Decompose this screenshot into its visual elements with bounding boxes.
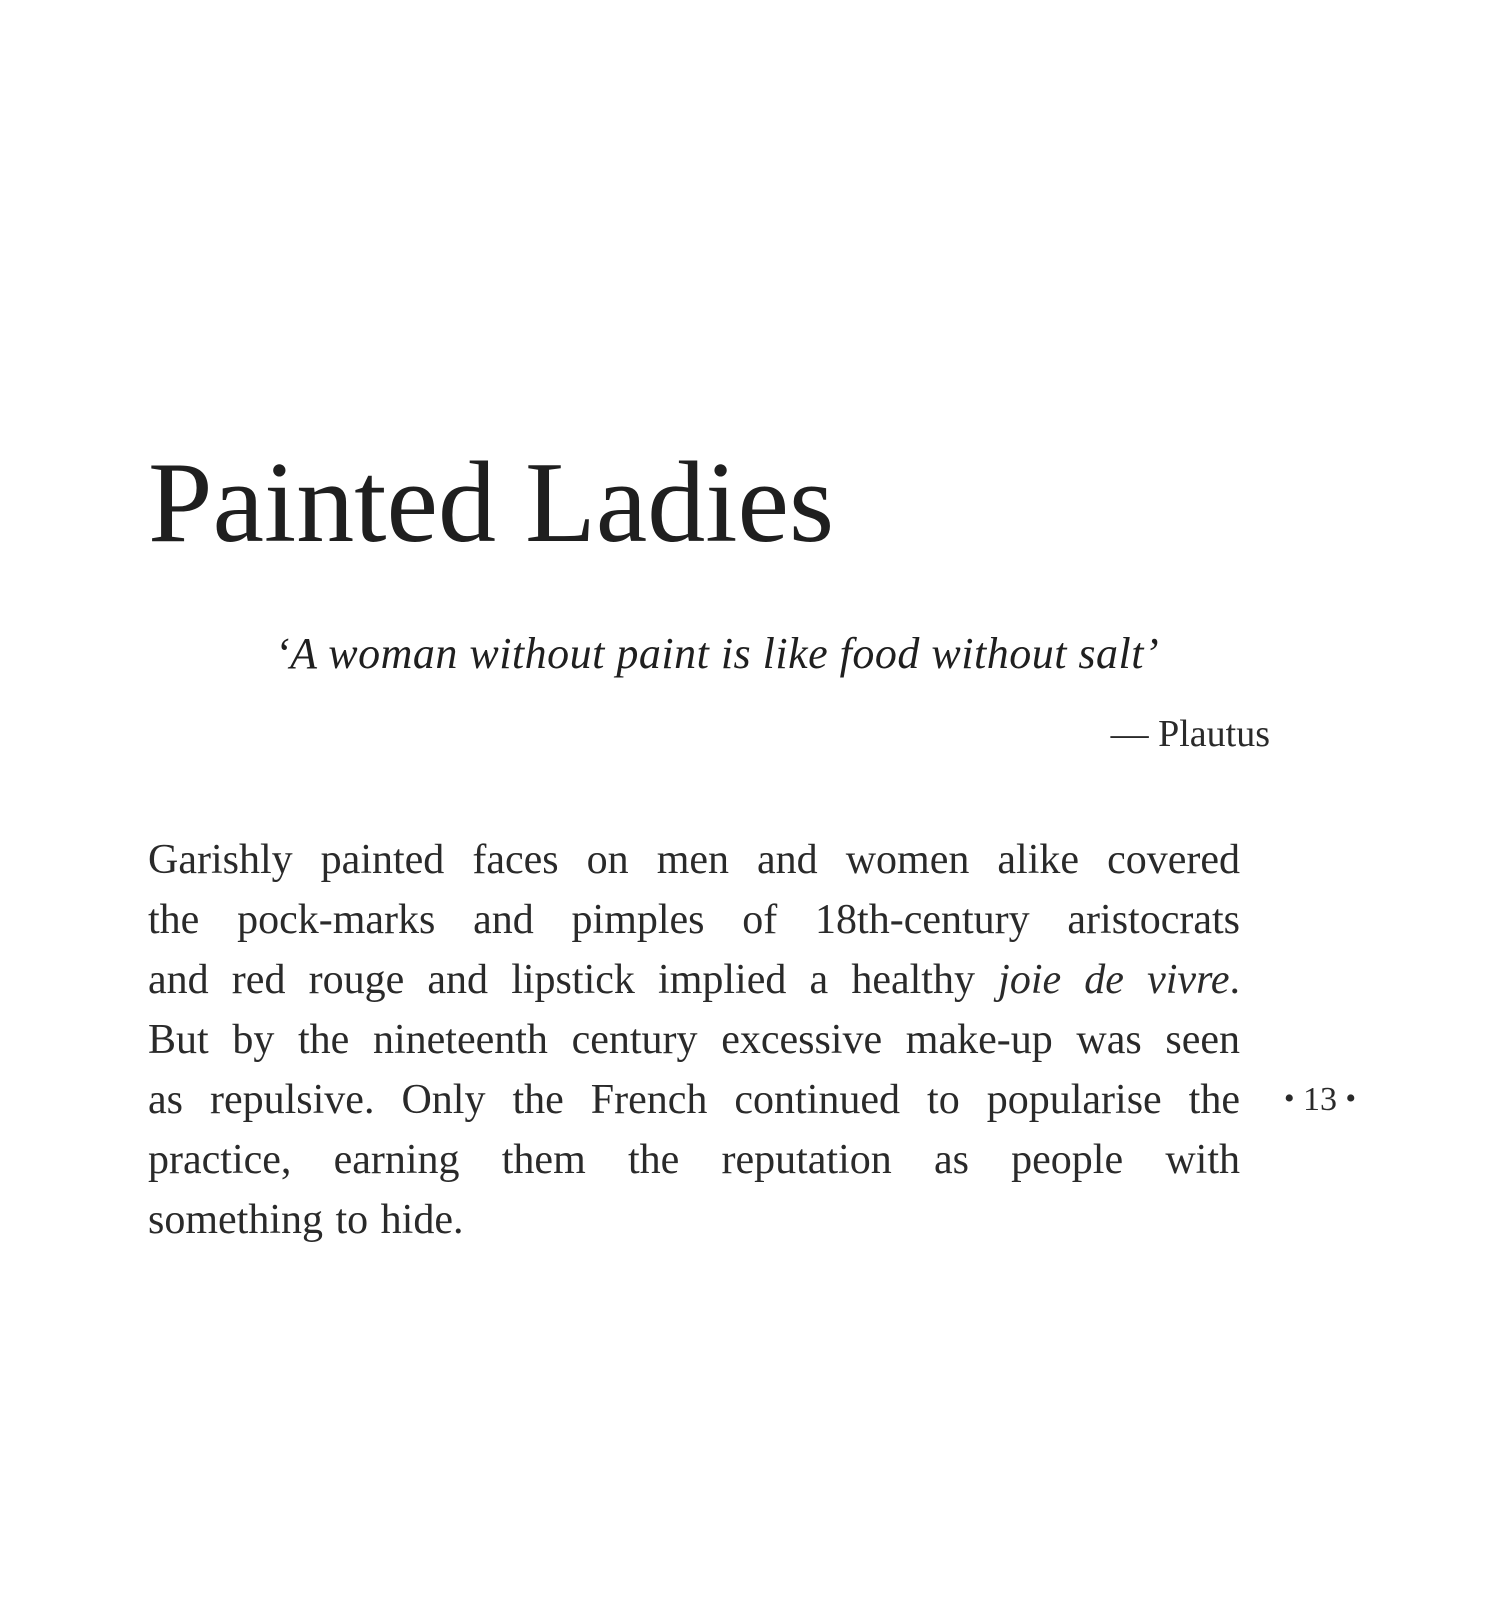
folio-dot-left: • [1284, 1082, 1295, 1115]
body-line: and red rouge and lipstick implied a healthy joie de vivre. [148, 957, 1240, 1003]
italic-phrase: joie de vivre [998, 957, 1230, 1003]
page-number-value: 13 [1303, 1081, 1338, 1118]
body-line: But by the nineteenth century excessive make-up was seen [148, 1017, 1240, 1063]
body-line: Garishly painted faces on men and women alike covered [148, 837, 1240, 883]
body-line: practice, earning them the reputation as people with [148, 1137, 1240, 1183]
body-line: as repulsive. Only the French continued to popularise the [148, 1077, 1240, 1123]
epigraph-quote: ‘A woman without paint is like food without salt’ [275, 629, 1160, 678]
body-line: something to hide. [148, 1197, 464, 1243]
body-paragraph [148, 830, 1240, 1250]
page-title: Painted Ladies [148, 439, 835, 567]
folio-dot-right: • [1345, 1082, 1357, 1115]
body-line: the pock-marks and pimples of 18th-century aristocrats [148, 897, 1240, 943]
page-number [1284, 1080, 1356, 1121]
epigraph-attribution: — Plautus [1110, 713, 1270, 755]
